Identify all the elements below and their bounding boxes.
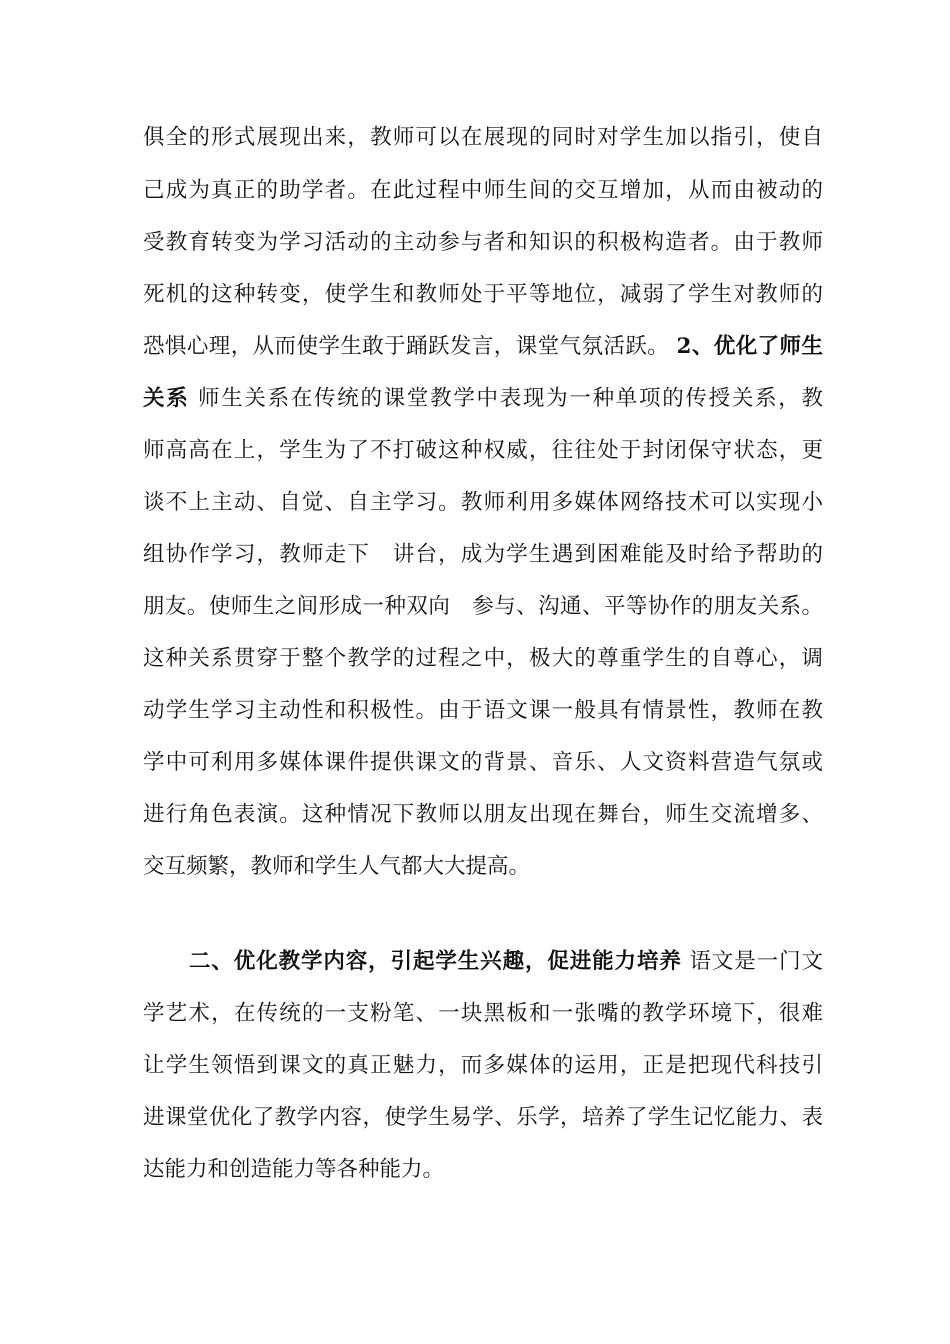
- section-heading: 关系: [143, 386, 190, 411]
- text-line: [143, 379, 823, 419]
- text-line: 谈不上主动、自觉、自主学习。教师利用多媒体网络技术可以实现小: [143, 490, 823, 515]
- body-text: 语文是一门文: [681, 949, 823, 974]
- text-line: 朋友。使师生之间形成一种双向 参与、沟通、平等协作的朋友关系。: [143, 594, 823, 619]
- text-line: 让学生领悟到课文的真正魅力，而多媒体的运用，正是把现代科技引: [143, 1053, 823, 1078]
- text-line: 进课堂优化了教学内容，使学生易学、乐学，培养了学生记忆能力、表: [143, 1105, 823, 1130]
- text-line: 己成为真正的助学者。在此过程中师生间的交互增加，从而由被动的: [143, 178, 823, 203]
- text-line: 这种关系贯穿于整个教学的过程之中，极大的尊重学生的自尊心，调: [143, 646, 823, 671]
- text-line: [143, 327, 823, 367]
- body-text: 师生关系在传统的课堂教学中表现为一种单项的传授关系，教: [189, 386, 823, 411]
- text-line: 交互频繁，教师和学生人气都大大提高。: [143, 854, 531, 879]
- text-line: 动学生学习主动性和积极性。由于语文课一般具有情景性，教师在教: [143, 698, 823, 723]
- text-line: 进行角色表演。这种情况下教师以朋友出现在舞台，师生交流增多、: [143, 802, 823, 827]
- text-line: 学中可利用多媒体课件提供课文的背景、音乐、人文资料营造气氛或: [143, 750, 823, 775]
- text-line: 俱全的形式展现出来，教师可以在展现的同时对学生加以指引，使自: [143, 125, 823, 150]
- text-line: 达能力和创造能力等各种能力。: [143, 1157, 445, 1182]
- text-line: 学艺术，在传统的一支粉笔、一块黑板和一张嘴的教学环境下，很难: [143, 1001, 823, 1026]
- text-line: [189, 942, 823, 982]
- body-text: 恐惧心理，从而使学生敢于踊跃发言，课堂气氛活跃。: [143, 334, 670, 359]
- text-line: 死机的这种转变，使学生和教师处于平等地位，减弱了学生对教师的: [143, 282, 823, 307]
- text-line: 受教育转变为学习活动的主动参与者和知识的积极构造者。由于教师: [143, 230, 823, 255]
- section-heading: 2、优化了师生: [676, 334, 823, 359]
- section-heading: 二、优化教学内容，引起学生兴趣，促进能力培养: [189, 949, 682, 974]
- text-line: 师高高在上，学生为了不打破这种权威，往往处于封闭保守状态，更: [143, 438, 823, 463]
- text-line: 组协作学习，教师走下 讲台，成为学生遇到困难能及时给予帮助的: [143, 542, 823, 567]
